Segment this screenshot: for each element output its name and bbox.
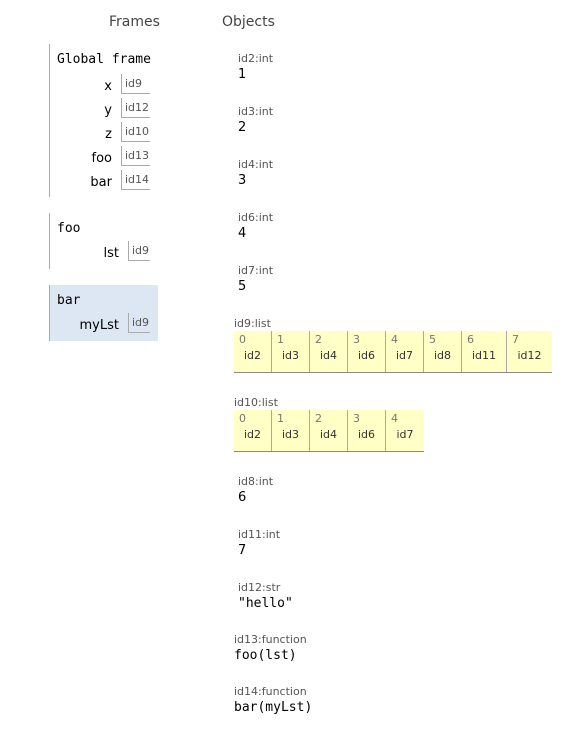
object-value: 4 — [238, 226, 247, 241]
list-pointer: id2 — [243, 349, 262, 362]
list-pointer: id6 — [357, 428, 376, 441]
object-type-label: id3:int — [238, 105, 274, 118]
var-name: foo — [91, 151, 112, 166]
var-pointer[interactable]: id9 — [128, 313, 150, 333]
list-pointer: id11 — [471, 349, 497, 362]
var-pointer[interactable]: id9 — [121, 74, 150, 94]
list-cell[interactable] — [386, 331, 424, 372]
frame-title: Global frame — [57, 52, 151, 67]
list-pointer: id6 — [357, 349, 376, 362]
list-index: 4 — [391, 333, 398, 346]
list-index: 1 — [277, 333, 284, 346]
list-index: 3 — [353, 412, 360, 425]
list-cell[interactable] — [310, 410, 348, 451]
list-pointer: id12 — [517, 349, 542, 362]
var-pointer[interactable]: id13 — [121, 146, 150, 166]
global-frame — [49, 44, 158, 197]
list-cell[interactable] — [424, 331, 462, 372]
list-cell[interactable] — [462, 331, 507, 372]
list-object-id10 — [234, 410, 424, 452]
list-pointer: id4 — [319, 349, 338, 362]
object-value: 7 — [238, 543, 247, 558]
object-type-label: id13:function — [234, 633, 307, 646]
var-name: z — [105, 127, 112, 142]
list-index: 0 — [239, 412, 246, 425]
var-name: y — [104, 103, 112, 118]
object-value: 5 — [238, 279, 247, 294]
frame-title: bar — [57, 293, 81, 308]
object-value: 3 — [238, 173, 247, 188]
list-cell[interactable] — [348, 331, 386, 372]
objects-header: Objects — [222, 14, 275, 30]
object-type-label: id2:int — [238, 52, 274, 65]
object-type-label: id6:int — [238, 211, 274, 224]
list-index: 0 — [239, 333, 246, 346]
var-pointer[interactable]: id10 — [121, 122, 150, 142]
object-type-label: id8:int — [238, 475, 274, 488]
var-pointer[interactable]: id9 — [128, 241, 150, 261]
frames-header: Frames — [109, 14, 160, 30]
list-cell[interactable] — [348, 410, 386, 451]
list-pointer: id2 — [243, 428, 262, 441]
var-name: bar — [90, 175, 112, 190]
list-pointer: id8 — [433, 349, 452, 362]
list-index: 1 — [277, 412, 284, 425]
object-value: 1 — [238, 67, 247, 82]
var-name: lst — [103, 246, 119, 261]
list-cell[interactable] — [234, 410, 272, 451]
list-index: 2 — [315, 333, 322, 346]
list-index: 2 — [315, 412, 322, 425]
list-cell[interactable] — [234, 331, 272, 372]
bar-frame — [49, 285, 158, 341]
object-type-label: id9:list — [234, 317, 271, 330]
function-signature: bar(myLst) — [234, 700, 313, 715]
object-type-label: id11:int — [238, 528, 281, 541]
list-index: 4 — [391, 412, 398, 425]
object-value: "hello" — [238, 596, 293, 611]
function-signature: foo(lst) — [234, 648, 297, 663]
var-name: x — [104, 79, 112, 94]
object-value: 6 — [238, 490, 247, 505]
list-cell[interactable] — [386, 410, 424, 451]
list-cell[interactable] — [507, 331, 552, 372]
object-type-label: id4:int — [238, 158, 274, 171]
foo-frame — [49, 213, 158, 269]
list-object-id9 — [234, 331, 552, 373]
list-cell[interactable] — [272, 331, 310, 372]
list-pointer: id4 — [319, 428, 338, 441]
list-pointer: id3 — [281, 349, 300, 362]
var-pointer[interactable]: id14 — [121, 170, 150, 190]
list-pointer: id3 — [281, 428, 300, 441]
list-pointer: id7 — [396, 428, 414, 441]
list-pointer: id7 — [395, 349, 414, 362]
list-index: 7 — [512, 333, 519, 346]
list-cell[interactable] — [310, 331, 348, 372]
var-pointer[interactable]: id12 — [121, 98, 150, 118]
frame-title: foo — [57, 221, 81, 236]
list-index: 6 — [467, 333, 474, 346]
var-name: myLst — [79, 318, 119, 333]
object-value: 2 — [238, 120, 247, 135]
list-index: 3 — [353, 333, 360, 346]
object-type-label: id12:str — [238, 581, 281, 594]
object-type-label: id10:list — [234, 396, 278, 409]
object-type-label: id14:function — [234, 685, 307, 698]
object-type-label: id7:int — [238, 264, 274, 277]
list-index: 5 — [429, 333, 436, 346]
list-cell[interactable] — [272, 410, 310, 451]
